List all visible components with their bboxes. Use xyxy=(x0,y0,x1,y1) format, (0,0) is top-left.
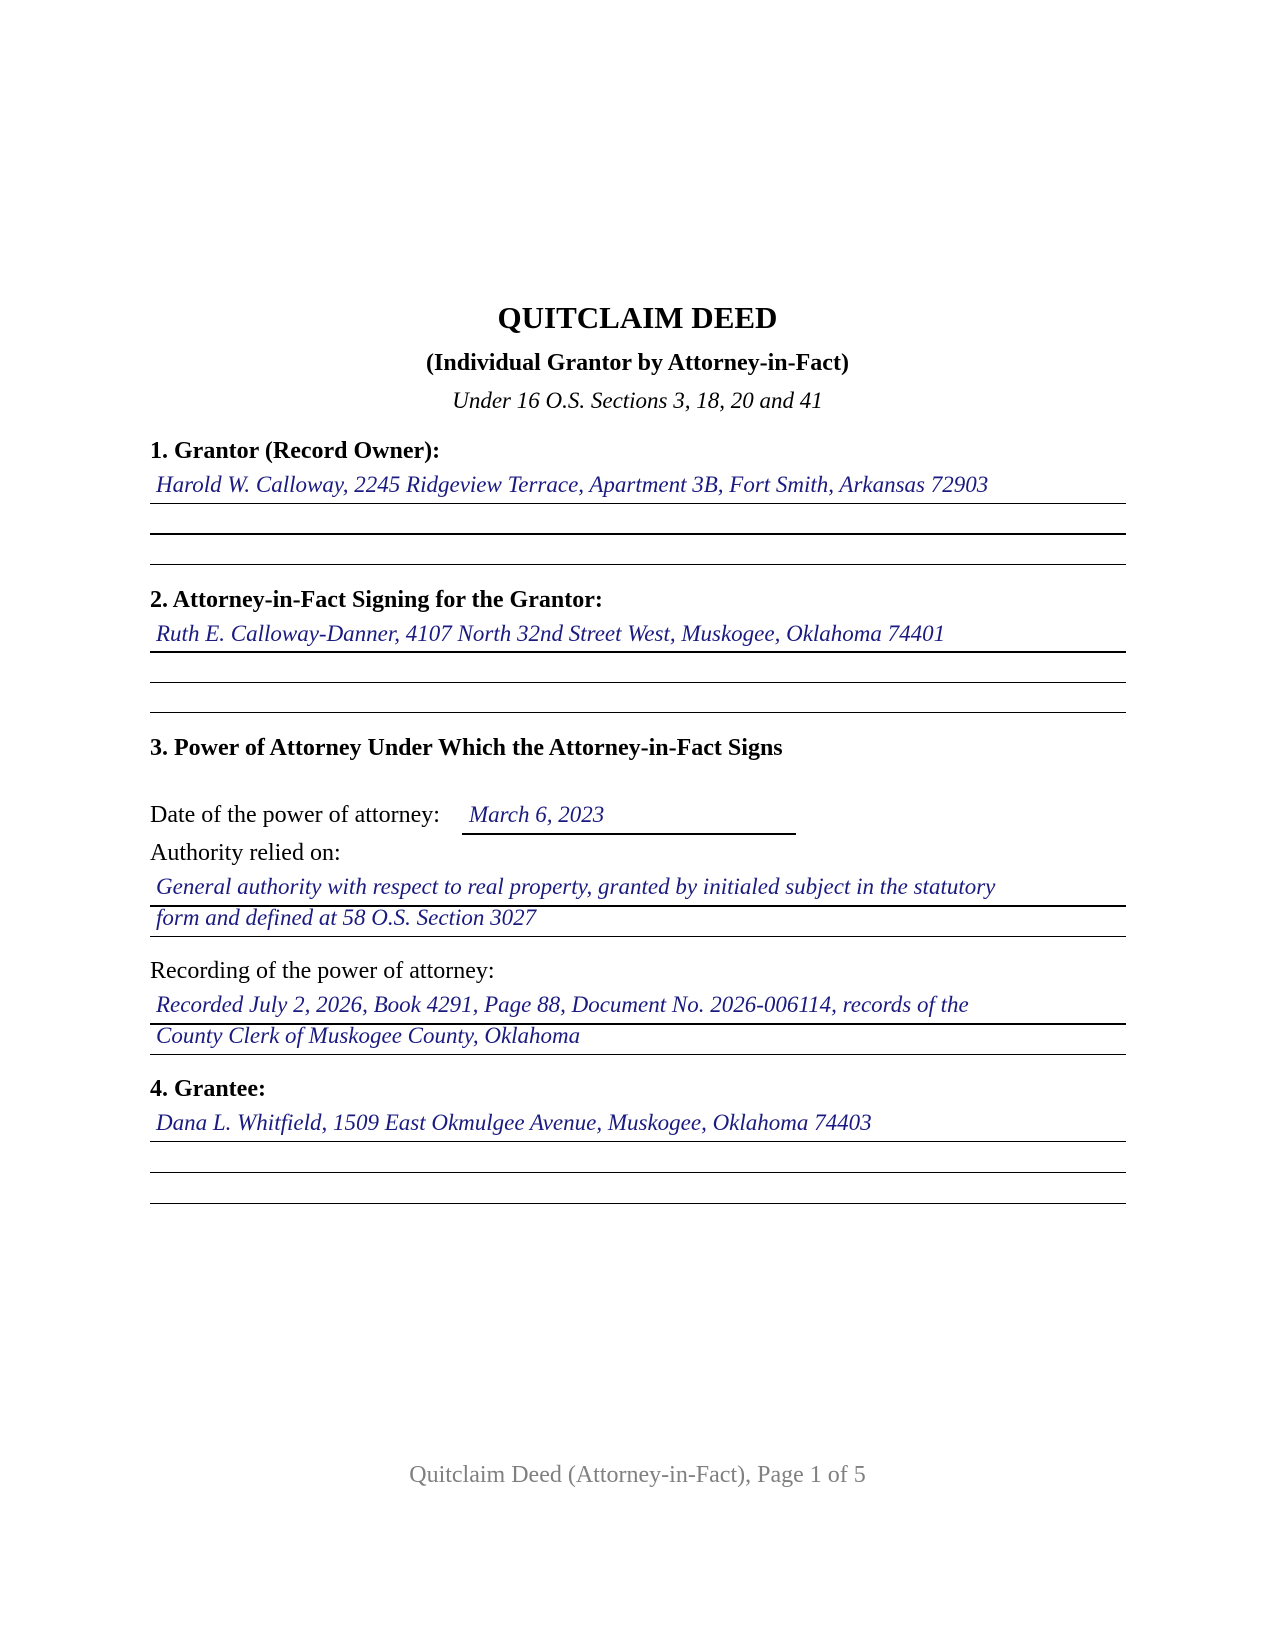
page-footer: Quitclaim Deed (Attorney-in-Fact), Page 1 of 5 xyxy=(409,1462,866,1488)
attorney-in-fact-line-2 xyxy=(150,682,1126,683)
grantee-line-2 xyxy=(150,1172,1126,1173)
grantee-line-3 xyxy=(150,1203,1126,1204)
grantor-line-2 xyxy=(150,533,1126,535)
recording-line-2 xyxy=(150,1054,1126,1055)
grantor-line-3 xyxy=(150,564,1126,565)
document-title: QUITCLAIM DEED xyxy=(497,300,778,335)
document-subtitle: (Individual Grantor by Attorney-in-Fact) xyxy=(426,350,849,376)
power-of-attorney-heading: 3. Power of Attorney Under Which the Attorney-in-Fact Signs xyxy=(150,735,783,761)
grantor-heading: 1. Grantor (Record Owner): xyxy=(150,438,441,464)
grantor-line-1 xyxy=(150,503,1126,504)
attorney-in-fact-heading: 2. Attorney-in-Fact Signing for the Grantor: xyxy=(150,587,603,613)
poa-date-field[interactable]: March 6, 2023 xyxy=(469,802,605,827)
recording-label: Recording of the power of attorney: xyxy=(150,958,495,984)
grantor-field[interactable]: Harold W. Calloway, 2245 Ridgeview Terrace, Apartment 3B, Fort Smith, Arkansas 72903 xyxy=(156,472,989,497)
grantee-line-1 xyxy=(150,1141,1126,1142)
authority-field-line-1[interactable]: General authority with respect to real property, granted by initialed subject in the statutory xyxy=(156,874,996,899)
attorney-in-fact-line-1 xyxy=(150,651,1126,653)
authority-line-2 xyxy=(150,936,1126,937)
attorney-in-fact-field[interactable]: Ruth E. Calloway-Danner, 4107 North 32nd Street West, Muskogee, Oklahoma 74401 xyxy=(156,621,946,646)
poa-date-line xyxy=(462,833,796,835)
grantee-heading: 4. Grantee: xyxy=(150,1076,266,1102)
grantee-field[interactable]: Dana L. Whitfield, 1509 East Okmulgee Avenue, Muskogee, Oklahoma 74403 xyxy=(156,1110,872,1135)
attorney-in-fact-line-3 xyxy=(150,712,1126,713)
recording-field-line-2[interactable]: County Clerk of Muskogee County, Oklahoma xyxy=(156,1023,581,1048)
statute-reference: Under 16 O.S. Sections 3, 18, 20 and 41 xyxy=(452,388,823,413)
authority-field-line-2[interactable]: form and defined at 58 O.S. Section 3027 xyxy=(156,905,537,930)
recording-field-line-1[interactable]: Recorded July 2, 2026, Book 4291, Page 88, Document No. 2026-006114, records of the xyxy=(156,992,969,1017)
poa-date-label: Date of the power of attorney: xyxy=(150,802,440,828)
authority-label: Authority relied on: xyxy=(150,840,341,866)
